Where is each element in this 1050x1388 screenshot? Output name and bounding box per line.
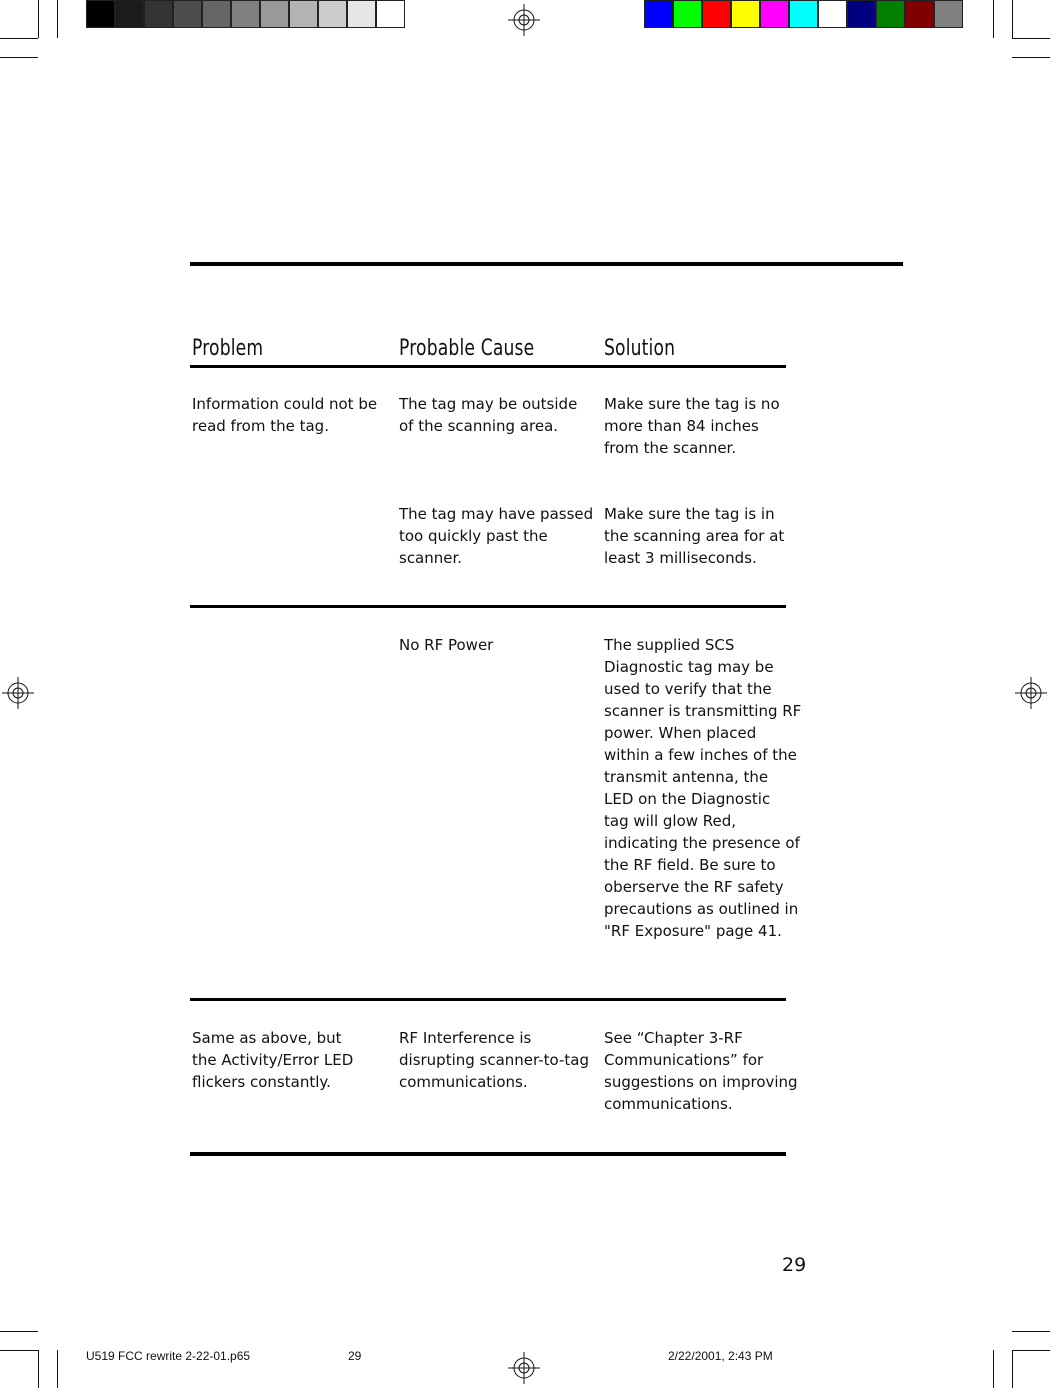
gray-swatch	[347, 0, 376, 28]
top-rule	[190, 262, 903, 266]
crop-mark	[57, 1350, 58, 1388]
footer-page: 29	[348, 1349, 362, 1363]
color-swatch	[731, 0, 760, 28]
footer-timestamp: 2/22/2001, 2:43 PM	[668, 1349, 773, 1363]
color-swatch	[644, 0, 673, 28]
bottom-rule	[190, 1152, 786, 1156]
color-swatch	[760, 0, 789, 28]
footer-filename: U519 FCC rewrite 2-22-01.p65	[86, 1349, 251, 1363]
row-divider	[190, 605, 786, 608]
row4-problem: Same as above, but the Activity/Error LED flickers constantly.	[192, 1029, 354, 1091]
gray-swatch	[202, 0, 231, 28]
row1-problem: Information could not be read from the tag.	[192, 395, 378, 435]
crop-mark	[1012, 1331, 1050, 1332]
row2-cause: The tag may have passed too quickly past the scanner.	[399, 505, 594, 567]
gray-swatch	[173, 0, 202, 28]
header-solution: Solution	[604, 336, 676, 361]
page-number: 29	[782, 1254, 807, 1276]
crop-mark	[0, 1350, 38, 1351]
row4-cause: RF Interference is disrupting scanner-to-tag communications.	[399, 1029, 590, 1091]
color-swatch	[818, 0, 847, 28]
registration-target-icon	[508, 4, 540, 36]
crop-mark	[0, 1331, 38, 1332]
color-swatch	[905, 0, 934, 28]
gray-swatch	[115, 0, 144, 28]
row1-solution: Make sure the tag is no more than 84 inches from the scanner.	[604, 395, 780, 457]
crop-mark	[1012, 0, 1013, 38]
gray-swatch	[86, 0, 115, 28]
header-problem: Problem	[192, 336, 264, 361]
row1-cause: The tag may be outside of the scanning area.	[399, 395, 578, 435]
registration-target-icon	[1015, 677, 1047, 709]
color-swatch	[847, 0, 876, 28]
crop-mark	[0, 57, 38, 58]
row3-cause: No RF Power	[399, 636, 494, 654]
gray-swatch	[376, 0, 405, 28]
crop-mark	[57, 0, 58, 38]
gray-swatch	[260, 0, 289, 28]
crop-mark	[0, 38, 38, 39]
registration-target-icon	[508, 1352, 540, 1384]
crop-mark	[38, 0, 39, 38]
color-swatch	[702, 0, 731, 28]
color-swatch	[876, 0, 905, 28]
crop-mark	[38, 1350, 39, 1388]
header-probable-cause: Probable Cause	[399, 336, 535, 361]
crop-mark	[993, 0, 994, 38]
color-swatch	[673, 0, 702, 28]
crop-mark	[1012, 1350, 1013, 1388]
crop-mark	[993, 1350, 994, 1388]
row2-solution: Make sure the tag is in the scanning area for at least 3 milliseconds.	[604, 505, 785, 567]
row-divider	[190, 998, 786, 1001]
row3-solution: The supplied SCS Diagnostic tag may be used to verify that the scanner is transmitting RF power. When placed within a few inches of the transmit antenna, the LED on the Diagnostic tag will glow Red, indicating the presence of the RF field. Be sure to oberserve the RF safety precautions as outlined in "RF Exposure" page 41.	[604, 636, 802, 940]
crop-mark	[1012, 57, 1050, 58]
gray-swatch	[144, 0, 173, 28]
gray-swatch	[289, 0, 318, 28]
registration-target-icon	[2, 677, 34, 709]
color-swatch	[934, 0, 963, 28]
gray-swatch	[318, 0, 347, 28]
crop-mark	[1012, 38, 1050, 39]
crop-mark	[1012, 1350, 1050, 1351]
gray-swatch	[231, 0, 260, 28]
row4-solution: See “Chapter 3-RF Communications” for suggestions on improving communications.	[604, 1029, 798, 1113]
header-rule	[190, 365, 786, 368]
color-swatch	[789, 0, 818, 28]
